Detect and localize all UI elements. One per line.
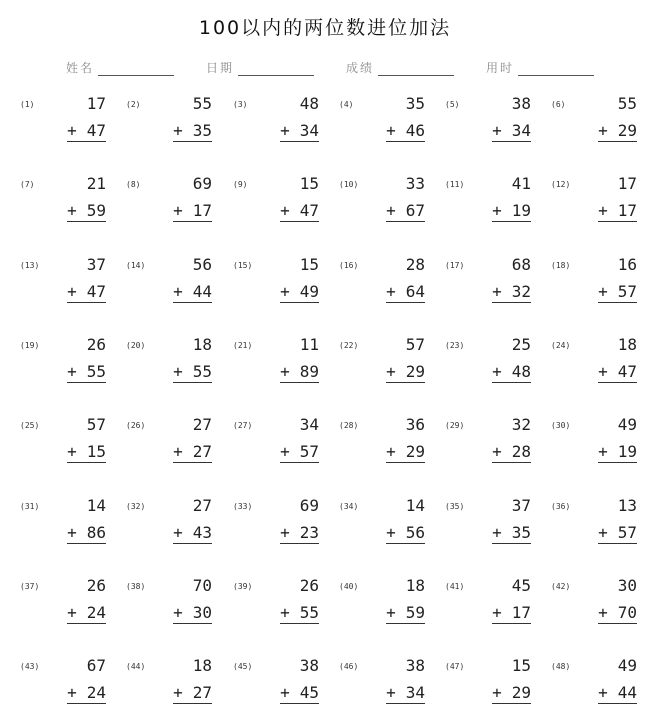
first-addend: 55 <box>617 94 637 113</box>
first-addend: 32 <box>511 415 531 435</box>
problem-number: (7) <box>20 180 35 190</box>
problem-number: (18) <box>551 260 571 270</box>
problem-number: (16) <box>339 260 359 270</box>
problem-number: (27) <box>233 421 253 431</box>
plus-sign: + <box>598 683 608 703</box>
first-addend: 38 <box>405 656 425 676</box>
first-addend: 49 <box>617 656 637 676</box>
plus-sign: + <box>598 602 608 622</box>
time-blank-line[interactable] <box>518 61 594 76</box>
plus-sign: + <box>67 602 77 622</box>
second-addend-row <box>173 442 212 463</box>
plus-sign: + <box>386 442 396 462</box>
second-addend: 57 <box>617 522 637 542</box>
plus-sign: + <box>386 201 396 221</box>
score-label: 成绩 <box>346 61 375 75</box>
first-addend: 26 <box>299 575 319 595</box>
plus-sign: + <box>492 361 502 381</box>
first-addend: 38 <box>511 94 531 113</box>
plus-sign: + <box>386 522 396 542</box>
plus-sign: + <box>386 281 396 301</box>
second-addend-row <box>173 523 212 544</box>
problem-number: (23) <box>445 340 465 350</box>
second-addend-row <box>492 603 531 624</box>
second-addend-row <box>280 442 319 463</box>
second-addend: 29 <box>617 121 637 140</box>
second-addend: 49 <box>299 281 319 301</box>
problem-item <box>126 654 218 714</box>
problem-item <box>551 413 643 473</box>
first-addend: 18 <box>405 575 425 595</box>
first-addend: 38 <box>299 656 319 676</box>
second-addend: 57 <box>617 281 637 301</box>
problem-number: (33) <box>233 501 253 511</box>
second-addend: 56 <box>405 522 425 542</box>
plus-sign: + <box>598 442 608 462</box>
problem-number: (47) <box>445 662 465 672</box>
problem-item <box>20 494 112 554</box>
problem-number: (10) <box>339 180 359 190</box>
plus-sign: + <box>386 602 396 622</box>
first-addend: 15 <box>511 656 531 676</box>
second-addend-row <box>386 121 425 142</box>
second-addend-row <box>280 282 319 303</box>
second-addend: 43 <box>192 522 212 542</box>
second-addend-row <box>67 523 106 544</box>
first-addend: 37 <box>86 254 106 274</box>
second-addend: 34 <box>299 121 319 140</box>
second-addend: 28 <box>511 442 531 462</box>
problem-number: (39) <box>233 581 253 591</box>
second-addend: 47 <box>86 281 106 301</box>
second-addend-row <box>67 442 106 463</box>
first-addend: 37 <box>511 495 531 515</box>
problem-number: (15) <box>233 260 253 270</box>
first-addend: 57 <box>86 415 106 435</box>
plus-sign: + <box>492 281 502 301</box>
problem-number: (13) <box>20 260 40 270</box>
second-addend: 23 <box>299 522 319 542</box>
plus-sign: + <box>280 683 290 703</box>
time-field <box>486 56 594 76</box>
plus-sign: + <box>598 522 608 542</box>
second-addend-row <box>598 201 637 222</box>
second-addend: 24 <box>86 602 106 622</box>
problem-item <box>551 253 643 313</box>
first-addend: 34 <box>299 415 319 435</box>
name-label: 姓名 <box>66 61 95 75</box>
problem-number: (35) <box>445 501 465 511</box>
second-addend: 27 <box>192 683 212 703</box>
second-addend: 55 <box>299 602 319 622</box>
problem-item <box>20 574 112 634</box>
second-addend-row <box>280 201 319 222</box>
plus-sign: + <box>280 522 290 542</box>
second-addend-row <box>67 282 106 303</box>
problem-item <box>339 333 431 393</box>
first-addend: 16 <box>617 254 637 274</box>
second-addend-row <box>386 603 425 624</box>
problem-number: (43) <box>20 662 40 672</box>
second-addend: 19 <box>617 442 637 462</box>
plus-sign: + <box>67 121 77 140</box>
problem-number: (3) <box>233 100 248 109</box>
second-addend: 15 <box>86 442 106 462</box>
plus-sign: + <box>67 522 77 542</box>
first-addend: 69 <box>299 495 319 515</box>
plus-sign: + <box>492 522 502 542</box>
first-addend: 26 <box>86 575 106 595</box>
problem-number: (25) <box>20 421 40 431</box>
problem-number: (6) <box>551 100 566 109</box>
second-addend: 45 <box>299 683 319 703</box>
problem-number: (37) <box>20 581 40 591</box>
second-addend: 59 <box>405 602 425 622</box>
problem-item <box>551 172 643 232</box>
problem-number: (19) <box>20 340 40 350</box>
date-blank-line[interactable] <box>238 61 314 76</box>
first-addend: 57 <box>405 334 425 354</box>
worksheet-title: 100以内的两位数进位加法 <box>198 17 452 39</box>
time-label: 用时 <box>486 61 515 75</box>
second-addend-row <box>492 442 531 463</box>
second-addend: 29 <box>405 442 425 462</box>
plus-sign: + <box>173 442 183 462</box>
first-addend: 25 <box>511 334 531 354</box>
problem-item <box>233 253 325 313</box>
problem-number: (22) <box>339 340 359 350</box>
second-addend: 86 <box>86 522 106 542</box>
second-addend-row <box>67 362 106 383</box>
first-addend: 14 <box>86 495 106 515</box>
problem-item <box>551 654 643 714</box>
plus-sign: + <box>598 201 608 221</box>
problem-number: (36) <box>551 501 571 511</box>
second-addend: 64 <box>405 281 425 301</box>
plus-sign: + <box>67 201 77 221</box>
first-addend: 27 <box>192 495 212 515</box>
second-addend: 47 <box>299 201 319 221</box>
problem-item <box>233 333 325 393</box>
problem-number: (14) <box>126 260 146 270</box>
plus-sign: + <box>598 361 608 381</box>
problem-number: (41) <box>445 581 465 591</box>
second-addend: 27 <box>192 442 212 462</box>
plus-sign: + <box>280 442 290 462</box>
problem-number: (42) <box>551 581 571 591</box>
first-addend: 15 <box>299 174 319 194</box>
problem-number: (17) <box>445 260 465 270</box>
problem-item <box>551 494 643 554</box>
problem-item <box>551 92 643 152</box>
first-addend: 18 <box>192 334 212 354</box>
name-field <box>66 56 174 76</box>
plus-sign: + <box>173 602 183 622</box>
second-addend: 47 <box>86 121 106 140</box>
problem-number: (20) <box>126 340 146 350</box>
second-addend-row <box>386 282 425 303</box>
second-addend-row <box>598 362 637 383</box>
name-blank-line[interactable] <box>98 61 174 76</box>
problem-number: (2) <box>126 100 141 109</box>
problem-number: (1) <box>20 100 35 109</box>
problem-item <box>233 654 325 714</box>
problem-item <box>233 172 325 232</box>
plus-sign: + <box>280 121 290 140</box>
second-addend: 24 <box>86 683 106 703</box>
second-addend-row <box>386 523 425 544</box>
first-addend: 49 <box>617 415 637 435</box>
second-addend: 29 <box>511 683 531 703</box>
problem-number: (48) <box>551 662 571 672</box>
first-addend: 17 <box>86 94 106 113</box>
plus-sign: + <box>67 683 77 703</box>
second-addend-row <box>173 282 212 303</box>
first-addend: 55 <box>192 94 212 113</box>
second-addend-row <box>492 282 531 303</box>
second-addend-row <box>173 121 212 142</box>
second-addend-row <box>280 121 319 142</box>
problem-number: (46) <box>339 662 359 672</box>
second-addend-row <box>386 201 425 222</box>
second-addend: 46 <box>405 121 425 140</box>
problem-item <box>126 413 218 473</box>
problem-item <box>233 494 325 554</box>
plus-sign: + <box>386 361 396 381</box>
plus-sign: + <box>492 602 502 622</box>
second-addend-row <box>67 121 106 142</box>
problem-item <box>126 333 218 393</box>
problem-item <box>20 413 112 473</box>
problem-item <box>126 92 218 152</box>
problem-item <box>126 172 218 232</box>
problem-number: (30) <box>551 421 571 431</box>
problem-number: (34) <box>339 501 359 511</box>
second-addend-row <box>386 362 425 383</box>
plus-sign: + <box>173 683 183 703</box>
second-addend: 55 <box>192 361 212 381</box>
first-addend: 30 <box>617 575 637 595</box>
second-addend-row <box>67 603 106 624</box>
problem-item <box>339 413 431 473</box>
plus-sign: + <box>492 121 502 140</box>
first-addend: 17 <box>617 174 637 194</box>
plus-sign: + <box>386 683 396 703</box>
second-addend: 55 <box>86 361 106 381</box>
first-addend: 35 <box>405 94 425 113</box>
second-addend: 17 <box>192 201 212 221</box>
problem-item <box>339 92 431 152</box>
first-addend: 15 <box>299 254 319 274</box>
first-addend: 56 <box>192 254 212 274</box>
problem-item <box>445 172 537 232</box>
second-addend: 59 <box>86 201 106 221</box>
second-addend-row <box>598 442 637 463</box>
first-addend: 18 <box>617 334 637 354</box>
problem-item <box>551 574 643 634</box>
problem-item <box>233 413 325 473</box>
first-addend: 21 <box>86 174 106 194</box>
problem-item <box>20 92 112 152</box>
problem-number: (29) <box>445 421 465 431</box>
plus-sign: + <box>280 201 290 221</box>
problem-item <box>20 172 112 232</box>
second-addend-row <box>386 442 425 463</box>
second-addend: 29 <box>405 361 425 381</box>
second-addend-row <box>280 362 319 383</box>
second-addend: 48 <box>511 361 531 381</box>
second-addend-row <box>598 282 637 303</box>
second-addend-row <box>280 523 319 544</box>
problem-item <box>339 253 431 313</box>
problem-item <box>445 574 537 634</box>
first-addend: 41 <box>511 174 531 194</box>
first-addend: 27 <box>192 415 212 435</box>
problem-item <box>339 494 431 554</box>
plus-sign: + <box>67 281 77 301</box>
first-addend: 69 <box>192 174 212 194</box>
second-addend: 30 <box>192 602 212 622</box>
plus-sign: + <box>280 361 290 381</box>
problem-number: (11) <box>445 180 465 190</box>
first-addend: 48 <box>299 94 319 113</box>
problem-item <box>233 574 325 634</box>
problem-item <box>445 413 537 473</box>
first-addend: 13 <box>617 495 637 515</box>
second-addend-row <box>598 523 637 544</box>
second-addend-row <box>67 201 106 222</box>
problem-number: (12) <box>551 180 571 190</box>
date-field <box>206 56 314 76</box>
problem-item <box>233 92 325 152</box>
second-addend-row <box>598 603 637 624</box>
first-addend: 67 <box>86 656 106 676</box>
second-addend: 32 <box>511 281 531 301</box>
problem-item <box>551 333 643 393</box>
first-addend: 45 <box>511 575 531 595</box>
second-addend: 57 <box>299 442 319 462</box>
second-addend-row <box>173 201 212 222</box>
second-addend-row <box>173 603 212 624</box>
second-addend-row <box>492 523 531 544</box>
plus-sign: + <box>67 361 77 381</box>
problem-item <box>339 574 431 634</box>
problem-item <box>339 654 431 714</box>
problem-item <box>445 253 537 313</box>
first-addend: 18 <box>192 656 212 676</box>
plus-sign: + <box>492 201 502 221</box>
score-field <box>346 56 454 76</box>
plus-sign: + <box>173 361 183 381</box>
plus-sign: + <box>492 442 502 462</box>
second-addend: 35 <box>192 121 212 140</box>
second-addend: 34 <box>511 121 531 140</box>
second-addend-row <box>598 121 637 142</box>
first-addend: 36 <box>405 415 425 435</box>
first-addend: 14 <box>405 495 425 515</box>
second-addend: 47 <box>617 361 637 381</box>
second-addend: 70 <box>617 602 637 622</box>
problem-item <box>445 92 537 152</box>
problem-item <box>126 253 218 313</box>
second-addend-row <box>492 362 531 383</box>
problem-number: (26) <box>126 421 146 431</box>
plus-sign: + <box>173 201 183 221</box>
second-addend: 44 <box>192 281 212 301</box>
problem-number: (45) <box>233 662 253 672</box>
plus-sign: + <box>173 522 183 542</box>
problem-number: (38) <box>126 581 146 591</box>
second-addend-row <box>173 362 212 383</box>
first-addend: 68 <box>511 254 531 274</box>
problem-number: (24) <box>551 340 571 350</box>
first-addend: 28 <box>405 254 425 274</box>
score-blank-line[interactable] <box>378 61 454 76</box>
problem-item <box>445 654 537 714</box>
problem-number: (8) <box>126 180 141 190</box>
second-addend-row <box>492 121 531 142</box>
problem-item <box>445 333 537 393</box>
second-addend-row <box>280 603 319 624</box>
second-addend: 17 <box>511 602 531 622</box>
problem-number: (9) <box>233 180 248 190</box>
problem-item <box>20 654 112 714</box>
first-addend: 11 <box>299 334 319 354</box>
second-addend: 89 <box>299 361 319 381</box>
second-addend: 44 <box>617 683 637 703</box>
problem-number: (40) <box>339 581 359 591</box>
first-addend: 26 <box>86 334 106 354</box>
second-addend: 17 <box>617 201 637 221</box>
plus-sign: + <box>67 442 77 462</box>
plus-sign: + <box>173 121 183 140</box>
first-addend: 70 <box>192 575 212 595</box>
second-addend: 34 <box>405 683 425 703</box>
plus-sign: + <box>280 281 290 301</box>
problem-number: (31) <box>20 501 40 511</box>
first-addend: 33 <box>405 174 425 194</box>
problem-number: (32) <box>126 501 146 511</box>
plus-sign: + <box>492 683 502 703</box>
second-addend: 19 <box>511 201 531 221</box>
problem-item <box>339 172 431 232</box>
plus-sign: + <box>598 121 608 140</box>
plus-sign: + <box>386 121 396 140</box>
problem-item <box>126 494 218 554</box>
problem-number: (28) <box>339 421 359 431</box>
problem-number: (21) <box>233 340 253 350</box>
date-label: 日期 <box>206 61 235 75</box>
second-addend: 35 <box>511 522 531 542</box>
problem-item <box>126 574 218 634</box>
problem-item <box>445 494 537 554</box>
plus-sign: + <box>173 281 183 301</box>
plus-sign: + <box>598 281 608 301</box>
second-addend: 67 <box>405 201 425 221</box>
problem-number: (5) <box>445 100 460 109</box>
second-addend-row <box>492 201 531 222</box>
plus-sign: + <box>280 602 290 622</box>
problem-item <box>20 253 112 313</box>
problem-number: (44) <box>126 662 146 672</box>
problem-number: (4) <box>339 100 354 109</box>
problem-item <box>20 333 112 393</box>
